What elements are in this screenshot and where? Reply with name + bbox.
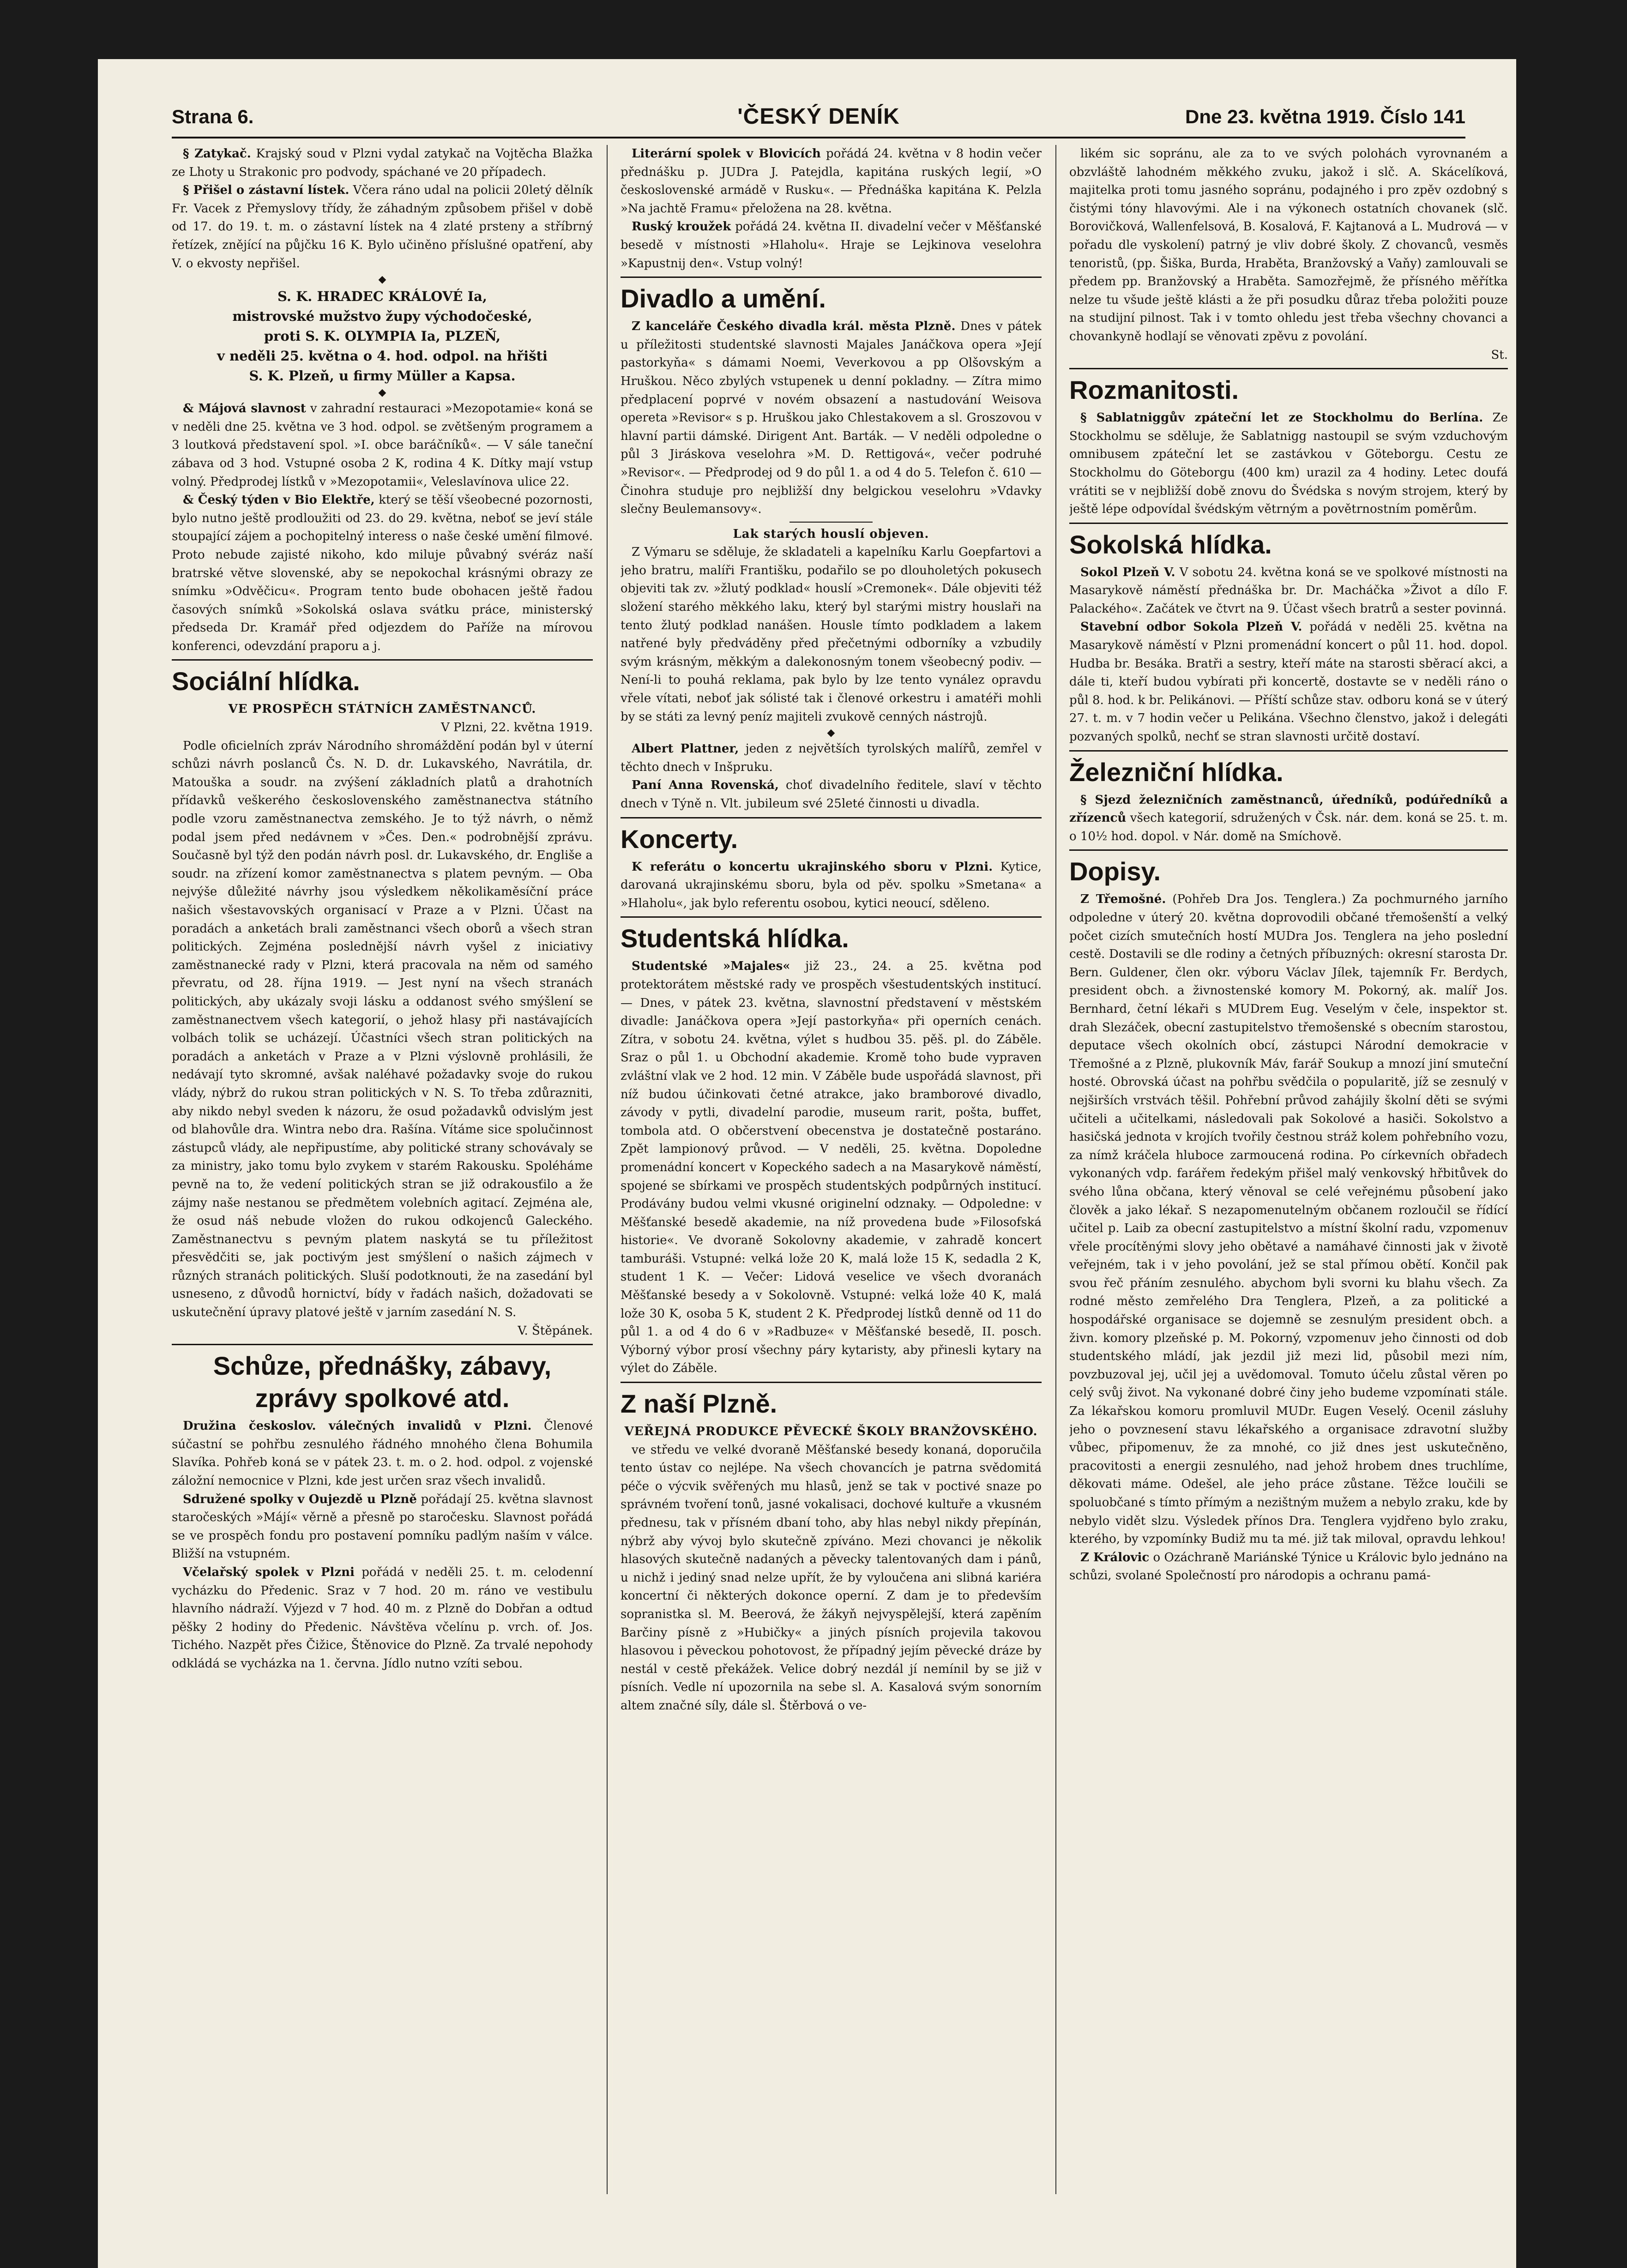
- separator-star: ◆: [378, 387, 386, 399]
- page-number: Strana 6.: [172, 106, 254, 127]
- article: Sokol Plzeň V. V sobotu 24. května koná se ve spolkové místnosti na Masarykově náměstí přednáška br. Dr. Macháčka »Život a dílo F. Palackého«. Začátek ve čtvrt na 9. Účast všech bratrů a sester povinná.: [1069, 565, 1508, 616]
- section-heading-plzen: Z naší Plzně.: [621, 1389, 777, 1419]
- article-body: Podle oficielních zpráv Národního shromáždění podán byl v úterní schůzi návrh poslanců Čs. N. D. dr. Lukavského, Navrátila, dr. Matouška a soudr. na zvýšení základních platů a drahotních přídavků veškerého československého zaměstnanectva státního podle vzoru zaměstnanectva zemského. Je to týž návrh, o němž podal jsem před nedávnem v »Čes. Den.« podrobnější zprávu. Současně byl týž den podán návrh posl. dr. Lukavského, dr. Engliše a soudr. na zřízení komor zaměstnanectva s platem pevným. — Oba nejvýše důležité návrhy jsou výsledkem několikaměsíční práce našich všestavovských organisací v Praze a v Plzni. Účast na poradách a anketách brali zaměstnanci všech oborů a všech stran politických. Zejména poslednější návrh vyšel z iniciativy zaměstnanecké rady v Plzni, která pracovala na něm od samého převratu, od 28. října 1919. — Jest nyní na všech stranách politických, aby ukázaly svoji lásku a oddanost svého smýšlení se zaměstnanectvem všech kategorií, o jehož hlasy při nastávajících volbách tolik se ucházejí. Účastníci všech stran politických na poradách a anketách v Praze a v Plzni výslovně prohlásili, že nedávají tyto skromné, avšak naléhavé požadavky svoje do rukou vlády, nýbrž do rukou stran politických v N. S. To třeba zdůrazniti, aby nikdo nebyl sveden k názoru, že osud požadavků odvislým jest od blahovůle dra. Wintra nebo dra. Rašína. Vítáme sice spolučinnost zástupců vlády, ale nepřipustíme, aby politické strany schovávaly se za ministry, jako tomu bylo zvykem v starém Rakousku. Spoléháme pevně na to, že vedení politických stran se již odrakousťilo a že zájmy naše nestanou se předmětem volebních agitací. Zejména ale, že osud náš nebude vložen do rukou odkojenců Galeckého. Zaměstnanectvu s pevným platem naskytá se tu příležitost přesvědčiti se, jak poctivým jest smýšlení o našich zájmech v různých stranách politických. Sluší podotknouti, že na zasedání byl usneseno, z důvodů hornictví, bídy v řadách našich, dožadovati se uskutečnění úpravy platové ještě v jarním zasedání N. S.: [172, 739, 593, 1320]
- newspaper-page: [98, 59, 1516, 2268]
- article: § Zatykač. Krajský soud v Plzni vydal zatykač na Vojtěcha Blažka ze Lhoty u Strakonic pro podvody, spáchané ve 20 případech.: [172, 147, 593, 179]
- section-heading-students: Studentská hlídka.: [621, 924, 849, 953]
- article: & Český týden v Bio Elektře, který se těší všeobecné pozornosti, bylo nutno ještě prodloužiti od 23. do 29. května, neboť se jeví stále stoupající zájem a pochopitelný interess o naše české umění filmové. Proto nebude zajisté nikoho, kdo miluje půvabný svéráz naší bratrské větve slovenské, aby se nepokochal krásnými obrazy ze snímku »Odvěčicu«. Program tento bude obohacen ještě řadou časových snímků »Sokolská oslava svátku práce, ministerský předseda Dr. Kramář před odjezdem do Paříže na mírovou konferenci, odevzdání praporu a j.: [172, 493, 593, 653]
- article: Studentské »Majales« již 23., 24. a 25. května pod protektorátem městské rady ve prospěch všestudentských institucí. — Dnes, v pátek 23. května, slavnostní představení v městském divadle: Janáčkova opera »Její pastorkyňa« při operních cenách. Zítra, v sobotu 24. května, výlet s hudbou 35. pěš. pl. do Záběle. Sraz o půl 1. u Obchodní akademie. Kromě toho bude vypraven zvláštní vlak ve 2 hod. 12 min. V Záběle bude uspořádá slavnost, při níž budou účinkovati četné atrakce, jako bramborové divadlo, závody v pytli, divadelní parodie, museum rarit, pošta, buffet, tombola atd. O občerstvení obecenstva je dostatečně postaráno. Zpět lampionový průvod. — V neděli, 25. května. Dopoledne promenádní koncert v Kopeckého sadech a na Masarykově náměstí, spojené se sbírkami ve prospěch studentských podpůrných institucí. Prodávány budou velmi vkusné originelní odznaky. — Odpoledne: v Měšťanské besedě akademie, na níž provedena bude »Filosofská historie«. Ve dvoraně Sokolovny akademie, v zahradě koncert tamburáši. Vstupné: velká lože 20 K, malá lože 15 K, sedadla 2 K, student 1 K. — Večer: Lidová veselice ve všech dvoranách Měšťanské besedy a v Sokolovně. Vstupné: velká lože 40 K, malá lože 30 K, osoba 5 K, student 2 K. Předprodej lístků denně od 11 do půl 1. a od 4 do 6 v »Radbuze« v Měšťanské besedě, II. posch. Výborný výbor prosí všechny páry kytaristy, aby přinesli kytary na výlet do Záběle.: [621, 959, 1042, 1376]
- section-heading-sokol: Sokolská hlídka.: [1069, 529, 1272, 559]
- section-heading-theatre: Divadlo a umění.: [621, 284, 826, 313]
- separator-star: ◆: [378, 274, 386, 286]
- issue-date: Dne 23. května 1919. Číslo 141: [1185, 106, 1465, 127]
- article: Paní Anna Rovenská, choť divadelního ředitele, slaví v těchto dnech v Týně n. Vlt. jubileum své 25leté činnosti u divadla.: [621, 778, 1042, 811]
- column-2: [621, 145, 1042, 2194]
- article: & Májová slavnost v zahradní restauraci »Mezopotamie« koná se v neděli dne 25. května ve 3 hod. odpol. se zvětšeným programem a 3 loutková představení spol. »I. obce baráčníků«. — V sále taneční zábava od 3 hod. Vstupné osoba 2 K, rodina 4 K. Dítky mají vstup volný. Předprodej lístků v »Mezopotamii«, Veleslavínova ulice 22.: [172, 402, 593, 489]
- article: Sdružené spolky v Oujezdě u Plzně pořádají 25. května slavnost staročeských »Májí« věrně a přesně po staročesku. Slavnost pořádá se ve prospěch fondu pro postavení pomníku padlým naším v válce. Bližší na vstupném.: [172, 1492, 593, 1561]
- column-1: [172, 145, 593, 2194]
- signature: V. Štěpánek.: [518, 1324, 593, 1338]
- column-divider: [607, 145, 608, 2194]
- section-heading-social: Sociální hlídka.: [172, 667, 360, 696]
- separator-star: ◆: [827, 727, 835, 739]
- article: Včelařský spolek v Plzni pořádá v neděli 25. t. m. celodenní vycházku do Předenic. Sraz v 7 hod. 20 m. ráno ve vestibulu hlavního nádraží. Výjezd v 7 hod. 40 m. z Plzně do Dobřan a odtud pěšky 2 hodiny do Předenic. Návštěva včelínu p. vrch. of. Jos. Tichého. Nazpět přes Čižice, Štěnovice do Plzně. Za trvalé nepohody odkládá se vycházka na 1. června. Jídlo nutno vzíti sebou.: [172, 1565, 593, 1671]
- section-rule: [1069, 368, 1508, 369]
- article: Stavební odbor Sokola Plzeň V. pořádá v neděli 25. května na Masarykově náměstí v Plzni promenádní koncert o půl 11. hod. dopol. Hudba br. Besáka. Bratři a sestry, kteří máte na starosti sběrací akci, a dále ti, kteří budou vybírati při koncertě, dostavte se v neděli ráno o půl 8. hod. k br. Pelikánovi. — Příští schůze stav. odboru koná se v úterý 27. t. m. v 7 hodin večer u Pelikána. Všechno členstvo, jakož i delegáti pozvaných spolků, nechť se stran slavnosti určitě dostaví.: [1069, 620, 1508, 744]
- article: K referátu o koncertu ukrajinského sboru v Plzni. Kytice, darovaná ukrajinskému sboru, byla od pěv. spolku »Smetana« a »Hlaholu«, jak bylo referentu osobou, kytici neoucí, sděleno.: [621, 860, 1042, 910]
- article-headline: VE PROSPĚCH STÁTNÍCH ZAMĚSTNANCŮ.: [228, 702, 536, 716]
- article: Z Třemošné. (Pohřeb Dra Jos. Tenglera.) Za pochmurného jarního odpoledne v úterý 20. května doprovodili občané třemošenští a velký počet cizích smutečních hostí MUDra Jos. Tenglera na jeho poslední cestě. Dostavili se dle rodiny a četných příbuzných: okresní starosta Dr. Bern. Guldener, člen okr. výboru Václav Jílek, tajemník Fr. Berdych, president obch. a živnostenské komory M. Pokorný, ak. malíř Jos. Bernhard, četní lékaři s MUDrem Eug. Veselým v čele, inspektor st. drah Slezáček, obecní zastupitelstvo třemošenské s obecním starostou, deputace všech okolních obcí, zástupci Národní demokracie v Třemošné a z Plzně, plukovník Máv, farář Soukup a mnozí jiní smuteční hosté. Obrovská účast na pohřbu svědčila o popularitě, jíž se zesnulý v nejširších vrstvách těšil. Pohřební průvod zahájily školní děti se svými učiteli a učitelkami, následovali pak Sokolové a hasiči. Sokolstvo a hasičská jednota v krojích tvořily čestnou stráž kolem pohřebního vozu, za nímž kráčela hluboce zarmoucená rodina. Po církevních obřadech vykonaných vdp. farářem ředekým přišel malý venkovský hřbitůvek do svého lůna občana, který věnoval se celé veřejnému působení jako člověk a jako lékař. S nezapomenutelným občanem rozloučil se řídící učitel p. Laib za obecní zastupitelstvo a místní školní radu, vzpomenuv vřele procítěnými slovy jeho obětavé a namáhavé činnosti jak v životě veřejném, tak i v jeho povolání, jež se stal přímou obětí. Končil pak svou řeč přáním zesnulého. abychom byli svorni ku blahu všech. Za rodné město zemřelého Dra Tenglera, Plzeň, a za politické a hospodářské organisace se dojemně se zesnulým president obch. a živn. komory plzeňské p. M. Pokorný, vzpomenuv jeho činnosti od dob studentského mládí, jak jezdil již mezi lid, působil mezi ním, povzbuzoval jej, učil jej a uvědomoval. Tomuto účelu zůstal věren po celý svůj život. Na vykonané dobré činy jeho budeme vzpomínati stále. Za lékařskou komoru promluvil MUDr. Eugen Veselý. Ocenil zásluhy jeho o povznesení stavu lékařského a organisace zdravotní služby vůbec, připomenuv, že za mnohé, co již dnes jest uskutečněno, pracovitosti a energii zesnulého, nad jehož hrobem dnes truchlíme, děkovati máme. Odešel, ale jeho práce zůstane. Těžce loučili se spoluobčané s tímto přímým a nezištným mužem a nebylo zraku, kde by nebylo vidět slzu. Výsledek přínos Dra. Tenglera vyjdřeno bylo zraku, kterého, by vzpomínky Budiž mu ta mé. již tak miloval, opravdu lehkou!: [1069, 892, 1508, 1546]
- section-heading-concerts: Koncerty.: [621, 824, 738, 854]
- football-advert: S. K. HRADEC KRÁLOVÉ Ia, mistrovské mužstvo župy východočeské, proti S. K. OLYMPIA Ia, PLZEŇ, v neděli 25. května o 4. hod. odpol. na hřišti S. K. Plzeň, u firmy Müller a Kapsa.: [217, 289, 548, 384]
- section-rule: [172, 659, 593, 661]
- article-headline: Lak starých houslí objeven.: [733, 527, 929, 541]
- article: Z Královic o Ozáchraně Mariánské Týnice u Královic bylo jednáno na schůzi, svolané Společností pro národopis a ochranu pamá-: [1069, 1550, 1508, 1583]
- column-3: [1069, 145, 1508, 2194]
- dateline: V Plzni, 22. května 1919.: [441, 721, 593, 735]
- section-rule: [1069, 849, 1508, 851]
- article-body: likém sic sopránu, ale za to ve svých polohách vyrovnaném a obzvláště lahodném měkkého zvuku, jakož i slč. A. Skácelíková, majitelka proti tomu jasného sopránu, podajného i pro zpěv ozdobný s čistými tóny hlavovými. Ale i na výkonech ostatních chovanek (slč. Borovičková, Wallenfelsová, B. Kosalová, F. Kajtanová a L. Mudrová — v pořadu dle vyskolení) patrný je vliv dobré školy. Z chovanců, vesměs tenoristů, (pp. Šiška, Burda, Hraběta, Branžovský a Vaňy) zamlouvali se předem pp. Branžovský a Hraběta. Samozřejmě, že přísného měřítka nelze tu všude ještě klásti a že při posudku důraz třeba položiti pouze na studijní pilnost. Tak i v tomto ohledu jest třeba všechny chovanci a chovankyně hodlají se věnovati zpěvu z povolání.: [1069, 147, 1508, 343]
- article: § Přišel o zástavní lístek. Včera ráno udal na policii 20letý dělník Fr. Vacek z Přemyslovy třídy, že záhadným způsobem přišel v době od 17. do 19. t. m. o zástavní lístek na 4 zlaté prsteny a stříbrný řetízek, znějící na půjčku 16 K. Bylo učiněno příslušné opatření, aby V. o ekvosty nepřišel.: [172, 183, 593, 271]
- article: § Sablatniggův zpáteční let ze Stockholmu do Berlína. Ze Stockholmu se sděluje, že Sablatnigg nastoupil se svým vzduchovým omnibusem zpáteční let se zastávkou v Göteborgu. Cestu ze Stockholmu do Göteborgu (400 km) urazil za 4 hodiny. Letec doufá vrátiti se v nejbližší době znovu do Švédska s novým strojem, který by ještě lépe odpovídal švédským větrným a povětrnostním poměrům.: [1069, 411, 1508, 517]
- article: Albert Plattner, jeden z největších tyrolských malířů, zemřel v těchto dnech v Inšpruku.: [621, 742, 1042, 774]
- short-rule: [789, 522, 873, 523]
- column-divider: [1055, 145, 1056, 2194]
- section-rule: [1069, 523, 1508, 524]
- article: Ruský kroužek pořádá 24. května II. divadelní večer v Měšťanské besedě v místnosti »Hlaholu«. Hraje se Lejkinova veselohra »Kapustnij den«. Vstup volný!: [621, 220, 1042, 271]
- article: Literární spolek v Blovicích pořádá 24. května v 8 hodin večer přednášku p. JUDra J. Patejdla, kapitána ruských legií, »O československé armádě v Rusku«. — Přednáška kapitána K. Pelzla »Na jachtě Framu« přeložena na 28. května.: [621, 147, 1042, 216]
- section-heading-meetings: Schůze, přednášky, zábavy, zprávy spolkové atd.: [213, 1351, 552, 1413]
- article-headline: VEŘEJNÁ PRODUKCE PĚVECKÉ ŠKOLY BRANŽOVSKÉHO.: [624, 1425, 1038, 1439]
- section-heading-miscellany: Rozmanitosti.: [1069, 375, 1239, 405]
- section-rule: [621, 1382, 1042, 1383]
- article-body: Z Výmaru se sděluje, že skladateli a kapelníku Karlu Goepfartovi a jeho bratru, malíři Františku, podařilo se po dlouholetých pokusech objeviti tak zv. »žlutý podklad« houslí »Cremonek«. Dále objeviti též složení starého měkkého laku, který byl starými mistry houslaři na tento žlutý podklad nanášen. Housle tímto podkladem a lakem natřené byly předváděny před přečetnými odborníky a vzbudily svým krásným, měkkým a dalekonosným tonem všeobecný podiv. — Není-li to pouhá reklama, pak bylo by lze tento vynález opravdu vřele vítati, neboť jak sólisté tak i členové orkestru i amatéři mohli by se státi za levný peníz majiteli zvukově cenných nástrojů.: [621, 545, 1042, 724]
- section-heading-letters: Dopisy.: [1069, 857, 1161, 886]
- page-header: [172, 101, 1465, 133]
- section-rule: [1069, 750, 1508, 752]
- article: Z kanceláře Českého divadla král. města Plzně. Dnes v pátek u příležitosti studentské slavnosti Majales Janáčkova opera »Její pastorkyňa« s dámami Noemi, Veverkovou a pp Olšovským a Hruškou. Něco zbylých vstupenek u denní pokladny. — Zítra mimo předplacení poprvé v novém obsazení a nastudování Weisova opereta »Revisor« s p. Hruškou jako Chlestakovem a sl. Groszovou v hlavní partii dámské. Dirigent Ant. Barták. — V neděli odpoledne o půl 3 Jiráskova veselohra »M. D. Rettigová«, večer podruhé »Revisor«. — Předprodej od 9 do půl 1. a od 4 do 5. Telefon č. 610 — Činohra studuje pro nejbližší dny belgickou veselohru »Vdavky slečny Beulemansovy«.: [621, 319, 1042, 517]
- section-rule: [621, 817, 1042, 818]
- section-heading-railway: Železniční hlídka.: [1069, 757, 1284, 787]
- section-rule: [621, 916, 1042, 918]
- article: § Sjezd železničních zaměstnanců, úředníků, podúředníků a zřízenců všech kategorií, sdružených v Čsk. nár. dem. koná se 25. t. m. o 10½ hod. dopol. v Nár. domě na Smíchově.: [1069, 793, 1508, 843]
- section-rule: [172, 1344, 593, 1345]
- header-rule: [172, 137, 1465, 138]
- section-rule: [621, 277, 1042, 278]
- signature: St.: [1491, 348, 1508, 362]
- article-body: ve středu ve velké dvoraně Měšťanské besedy konaná, doporučila tento ústav co nejlépe. Na všech chovancích je patrna svědomitá péče o výcvik svěřených mu hlasů, jenž se tak v poctivé snaze po správném tvoření tonů, jasné vokalisaci, dochové kultuře a vkusném přednesu, tak v přísném dbaní toho, aby hlas nebyl nikdy přepínán, nýbrž aby vývoj bylo skutečně zpíváno. Mezi chovanci je několik hlasových skutečně nadaných a pěvecky talentovaných dam i pánů, u nichž i jediný snad nelze upřít, že by vyloučena ani slibná kariéra koncertní či některých dokonce operní. Z dam je to především sopranistka sl. M. Beerová, že žákyň nejvyspělejší, která zapěním Barčiny písně z »Hubičky« a jiných písních projevila takovou hlasovou i pěveckou pohotovost, že případný jejím pěvecké dráze by nestál v cestě překážek. Velice dobrý nezdál jí nemínil by se již v písních. Vedle ní upozornila na sebe sl. A. Kasalová svým sonorním altem značné síly, dále sl. Štěrbová o ve-: [621, 1443, 1042, 1713]
- article: Družina českoslov. válečných invalidů v Plzni. Členové súčastní se pohřbu zesnulého řádného mnohého člena Bohumila Slavíka. Pohřeb koná se v pátek 23. t. m. o 2. hod. odpol. z vojenské záložní nemocnice v Plzni, kde jest určen sraz všech invalidů.: [172, 1419, 593, 1488]
- masthead: 'ČESKÝ DENÍK: [737, 104, 900, 129]
